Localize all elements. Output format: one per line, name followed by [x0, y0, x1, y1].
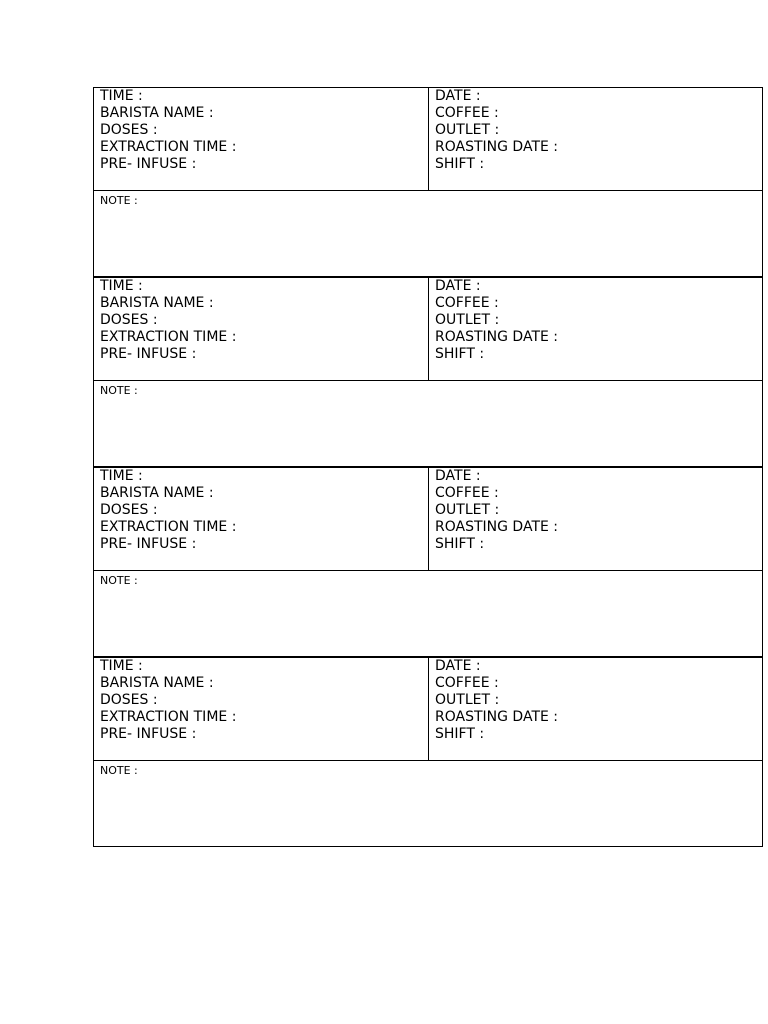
right-field-column	[429, 658, 762, 760]
time-field[interactable]: TIME :	[100, 468, 143, 484]
note-box[interactable]	[93, 190, 763, 277]
coffee-field[interactable]: COFFEE :	[435, 295, 499, 311]
outlet-field[interactable]: OUTLET :	[435, 122, 500, 138]
shift-field[interactable]: SHIFT :	[435, 726, 485, 742]
log-record-1	[93, 87, 763, 277]
barista-name-field[interactable]: BARISTA NAME :	[100, 675, 214, 691]
doses-field[interactable]: DOSES :	[100, 502, 158, 518]
shift-field[interactable]: SHIFT :	[435, 536, 485, 552]
date-field[interactable]: DATE :	[435, 658, 481, 674]
record-details-box	[93, 277, 763, 381]
note-box[interactable]	[93, 760, 763, 847]
roasting-date-field[interactable]: ROASTING DATE :	[435, 139, 559, 155]
doses-field[interactable]: DOSES :	[100, 692, 158, 708]
coffee-field[interactable]: COFFEE :	[435, 675, 499, 691]
doses-field[interactable]: DOSES :	[100, 122, 158, 138]
left-field-column	[94, 658, 429, 760]
pre-infuse-field[interactable]: PRE- INFUSE :	[100, 726, 197, 742]
time-field[interactable]: TIME :	[100, 88, 143, 104]
roasting-date-field[interactable]: ROASTING DATE :	[435, 709, 559, 725]
extraction-time-field[interactable]: EXTRACTION TIME :	[100, 709, 237, 725]
left-field-column	[94, 278, 429, 380]
barista-name-field[interactable]: BARISTA NAME :	[100, 105, 214, 121]
note-box[interactable]	[93, 570, 763, 657]
record-details-box	[93, 87, 763, 191]
roasting-date-field[interactable]: ROASTING DATE :	[435, 329, 559, 345]
left-field-column	[94, 468, 429, 570]
outlet-field[interactable]: OUTLET :	[435, 692, 500, 708]
date-field[interactable]: DATE :	[435, 468, 481, 484]
date-field[interactable]: DATE :	[435, 278, 481, 294]
extraction-time-field[interactable]: EXTRACTION TIME :	[100, 519, 237, 535]
shift-field[interactable]: SHIFT :	[435, 346, 485, 362]
shift-field[interactable]: SHIFT :	[435, 156, 485, 172]
time-field[interactable]: TIME :	[100, 278, 143, 294]
log-record-2	[93, 277, 763, 467]
coffee-field[interactable]: COFFEE :	[435, 105, 499, 121]
note-label: NOTE :	[100, 764, 138, 777]
pre-infuse-field[interactable]: PRE- INFUSE :	[100, 536, 197, 552]
log-record-4	[93, 657, 763, 847]
doses-field[interactable]: DOSES :	[100, 312, 158, 328]
time-field[interactable]: TIME :	[100, 658, 143, 674]
outlet-field[interactable]: OUTLET :	[435, 502, 500, 518]
outlet-field[interactable]: OUTLET :	[435, 312, 500, 328]
barista-name-field[interactable]: BARISTA NAME :	[100, 485, 214, 501]
coffee-field[interactable]: COFFEE :	[435, 485, 499, 501]
right-field-column	[429, 468, 762, 570]
record-details-box	[93, 467, 763, 571]
note-box[interactable]	[93, 380, 763, 467]
date-field[interactable]: DATE :	[435, 88, 481, 104]
note-label: NOTE :	[100, 384, 138, 397]
left-field-column	[94, 88, 429, 190]
extraction-time-field[interactable]: EXTRACTION TIME :	[100, 329, 237, 345]
record-details-box	[93, 657, 763, 761]
note-label: NOTE :	[100, 194, 138, 207]
roasting-date-field[interactable]: ROASTING DATE :	[435, 519, 559, 535]
pre-infuse-field[interactable]: PRE- INFUSE :	[100, 156, 197, 172]
right-field-column	[429, 88, 762, 190]
pre-infuse-field[interactable]: PRE- INFUSE :	[100, 346, 197, 362]
note-label: NOTE :	[100, 574, 138, 587]
right-field-column	[429, 278, 762, 380]
espresso-log-form	[93, 87, 763, 847]
log-record-3	[93, 467, 763, 657]
barista-name-field[interactable]: BARISTA NAME :	[100, 295, 214, 311]
extraction-time-field[interactable]: EXTRACTION TIME :	[100, 139, 237, 155]
